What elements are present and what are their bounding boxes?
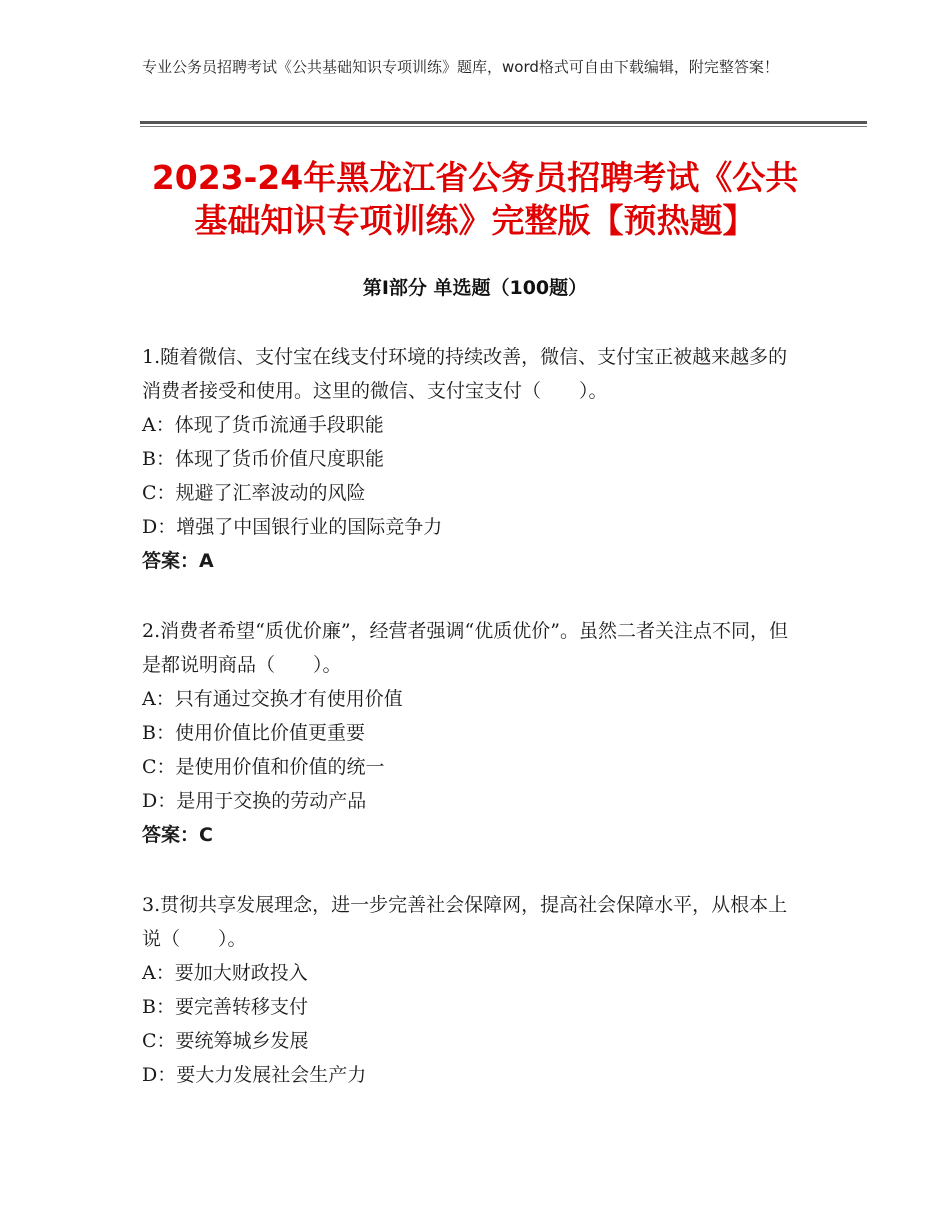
question-stem: 1.随着微信、支付宝在线支付环境的持续改善，微信、支付宝正被越来越多的消费者接受和使用。这里的微信、支付宝支付（ ）。 xyxy=(142,346,788,402)
question-stem: 2.消费者希望“质优价廉”，经营者强调“优质优价”。虽然二者关注点不同，但是都说明商品（ ）。 xyxy=(142,620,788,676)
section-title: 第Ⅰ部分 单选题（100题） xyxy=(362,277,588,299)
option-c: C：要统筹城乡发展 xyxy=(142,1030,309,1052)
option-c: C：规避了汇率波动的风险 xyxy=(142,482,366,504)
option-b: B：体现了货币价值尺度职能 xyxy=(142,448,384,470)
option-d: D：增强了中国银行业的国际竞争力 xyxy=(142,516,443,538)
document-title: 2023-24年黑龙江省公务员招聘考试《公共基础知识专项训练》完整版【预热题】 xyxy=(151,158,799,240)
option-d: D：是用于交换的劳动产品 xyxy=(142,790,367,812)
answer-line: 答案：A xyxy=(142,550,214,572)
question-3 xyxy=(142,888,802,1092)
question-list xyxy=(142,340,802,1128)
option-c: C：是使用价值和价值的统一 xyxy=(142,756,385,778)
option-b: B：使用价值比价值更重要 xyxy=(142,722,365,744)
question-1 xyxy=(142,340,802,578)
answer-line: 答案：C xyxy=(142,824,213,846)
option-a: A：只有通过交换才有使用价值 xyxy=(142,688,403,710)
question-stem: 3.贯彻共享发展理念，进一步完善社会保障网，提高社会保障水平，从根本上说（ ）。 xyxy=(142,894,788,950)
question-2 xyxy=(142,614,802,852)
option-b: B：要完善转移支付 xyxy=(142,996,308,1018)
option-d: D：要大力发展社会生产力 xyxy=(142,1064,367,1086)
header-divider-thin xyxy=(140,126,867,127)
option-a: A：要加大财政投入 xyxy=(142,962,308,984)
header-note: 专业公务员招聘考试《公共基础知识专项训练》题库，word格式可自由下载编辑，附完整答案！ xyxy=(142,58,779,76)
header-divider-thick xyxy=(140,121,867,124)
option-a: A：体现了货币流通手段职能 xyxy=(142,414,384,436)
